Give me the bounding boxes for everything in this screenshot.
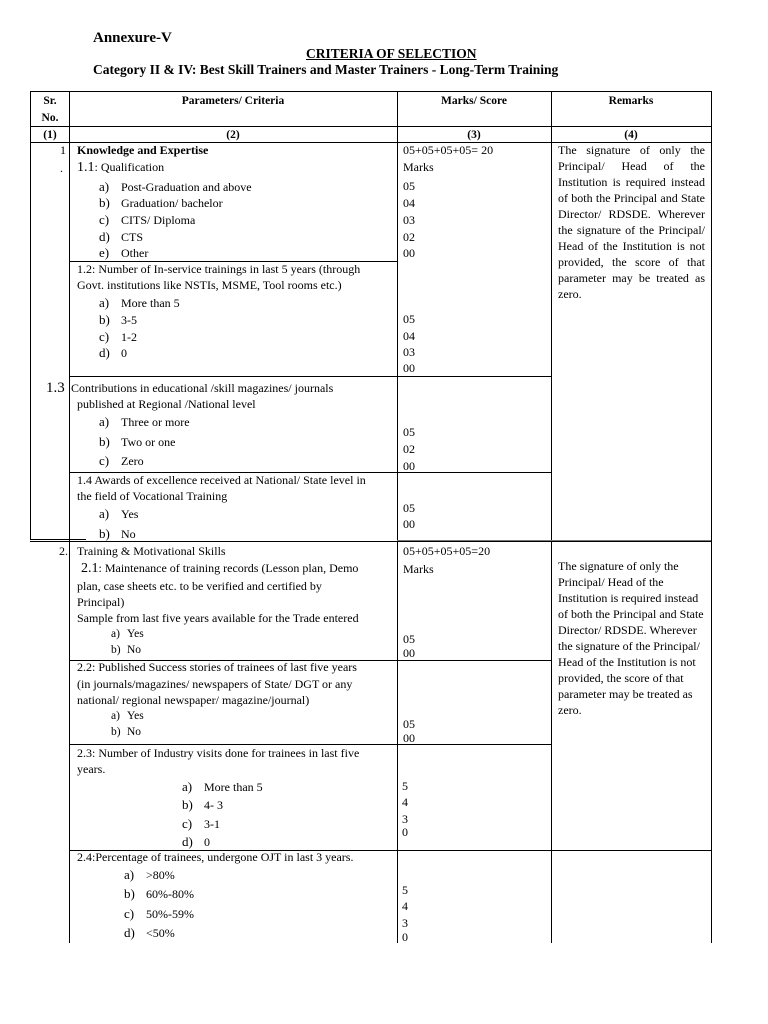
list-item: b) No (111, 726, 142, 738)
table-top-border (30, 91, 712, 92)
col1-divider (69, 91, 70, 943)
q21-line4: Sample from last five years available for the Trade entered (77, 611, 359, 625)
score-value: 00 (403, 646, 415, 660)
q21-line3: Principal) (77, 595, 125, 609)
list-item: b) No (99, 526, 136, 541)
score-value: 05 (403, 717, 415, 731)
list-item: c) 50%-59% (124, 906, 194, 921)
score-value: 5 (402, 779, 408, 793)
q11-heading: 1.1: Qualification (77, 160, 165, 175)
col3-divider (551, 91, 552, 943)
q22-line2: (in journals/magazines/ newspapers of State/ DGT or any (77, 677, 353, 691)
score-value: 02 (403, 442, 415, 456)
colnum-3: (3) (467, 129, 481, 141)
colnum-4: (4) (624, 129, 638, 141)
row-divider (69, 376, 551, 377)
section-1-title: Knowledge and Expertise (77, 143, 209, 157)
q14-line2: the field of Vocational Training (77, 489, 228, 503)
list-item: c) 3-1 (182, 816, 220, 831)
list-item: a) Yes (111, 628, 144, 640)
header-marks: Marks/ Score (441, 95, 507, 107)
q14-line1: 1.4 Awards of excellence received at National/ State level in (77, 473, 366, 487)
list-item: a) Post-Graduation and above (99, 179, 252, 194)
q21-line2: plan, case sheets etc. to be verified and certified by (77, 579, 322, 593)
list-item: e) Other (99, 245, 149, 260)
score-value: 05 (403, 312, 415, 326)
section-1-total: 05+05+05+05= 20 (403, 143, 494, 157)
annexure-label: Annexure-V (93, 30, 172, 46)
row-divider (70, 539, 86, 540)
score-value: 04 (403, 329, 415, 343)
list-item: a) Yes (111, 710, 144, 722)
list-item: c) 1-2 (99, 329, 137, 344)
q22-line3: national/ regional newspaper/ magazine/journal) (77, 693, 310, 707)
header-remarks: Remarks (608, 95, 654, 107)
score-value: 00 (403, 361, 415, 375)
document-title: CRITERIA OF SELECTION (306, 46, 477, 61)
section-1-number: 1 (60, 143, 66, 157)
score-value: 00 (403, 459, 415, 473)
list-item: d) <50% (124, 925, 175, 940)
header-sr-no: No. (41, 112, 59, 124)
score-value: 03 (403, 345, 415, 359)
document-subtitle: Category II & IV: Best Skill Trainers and Master Trainers - Long-Term Training (93, 62, 559, 77)
col2-divider (397, 91, 398, 943)
score-value: 00 (403, 731, 415, 745)
list-item: a) More than 5 (99, 295, 180, 310)
q24-line1: 2.4:Percentage of trainees, undergone OJT in last 3 years. (77, 850, 354, 864)
q12-line1: 1.2: Number of In-service trainings in last 5 years (through (77, 262, 361, 276)
list-item: d) 0 (99, 345, 127, 360)
section-1-dot: . (60, 161, 63, 175)
list-item: a) Three or more (99, 414, 190, 429)
section-1-marks-word: Marks (403, 160, 434, 174)
header-parameters: Parameters/ Criteria (181, 95, 285, 107)
q13-line2: published at Regional /National level (77, 397, 256, 411)
list-item: b) 3-5 (99, 312, 137, 327)
colnum-1: (1) (43, 129, 57, 141)
score-value: 05 (403, 501, 415, 515)
list-item: b) Two or one (99, 434, 176, 449)
section-1-remark: The signature of only the Principal/ Head of the Institution is required instead of both the Principal and State Director/ RDSDE. Wherever the signature of the Principal/ Head of the Institution is not provided, the score of that parameter may be treated as zero. (558, 143, 705, 301)
section-2-title: Training & Motivational Skills (77, 544, 226, 558)
score-value: 5 (402, 883, 408, 897)
section-2-remark: The signature of only the Principal/ Head of the Institution is required instead of both the Principal and State Director/ RDSDE. Wherever the signature of the Principal/ Head of the Institution is not provided, the score of that parameter may be treated as zero. (558, 559, 704, 717)
section-2-total: 05+05+05+05=20 (403, 544, 491, 558)
list-item: c) CITS/ Diploma (99, 212, 196, 227)
row-divider (30, 539, 70, 540)
score-value: 0 (402, 825, 408, 839)
q13-line1: Contributions in educational /skill magazines/ journals (71, 381, 334, 395)
q13-number: 1.3 (46, 380, 65, 396)
list-item: b) 4- 3 (182, 797, 223, 812)
score-value: 4 (402, 899, 408, 913)
list-item: d) CTS (99, 229, 144, 244)
score-value: 02 (403, 230, 415, 244)
score-value: 0 (402, 930, 408, 944)
score-value: 04 (403, 196, 415, 210)
list-item: c) Zero (99, 453, 144, 468)
q12-line2: Govt. institutions like NSTIs, MSME, Tool rooms etc.) (77, 278, 342, 292)
header-sr: Sr. (43, 95, 57, 107)
score-value: 03 (403, 213, 415, 227)
table-left-border (30, 91, 31, 539)
section-2-number: 2. (59, 544, 68, 558)
list-item: b) 60%-80% (124, 886, 194, 901)
list-item: b) Graduation/ bachelor (99, 195, 223, 210)
score-value: 00 (403, 517, 415, 531)
section-2-marks-word: Marks (403, 562, 434, 576)
q23-line1: 2.3: Number of Industry visits done for trainees in last five (77, 746, 360, 760)
score-value: 00 (403, 246, 415, 260)
score-value: 05 (403, 425, 415, 439)
score-value: 05 (403, 179, 415, 193)
q22-line1: 2.2: Published Success stories of trainees of last five years (77, 660, 357, 674)
table-right-border (711, 91, 712, 943)
list-item: a) >80% (124, 867, 175, 882)
colnum-2: (2) (226, 129, 240, 141)
q23-line2: years. (77, 762, 106, 776)
q21-line1: 2.1: Maintenance of training records (Lesson plan, Demo (81, 561, 359, 576)
list-item: a) Yes (99, 506, 139, 521)
score-value: 4 (402, 795, 408, 809)
score-value: 3 (402, 812, 408, 826)
score-value: 05 (403, 632, 415, 646)
list-item: b) No (111, 644, 142, 656)
list-item: d) 0 (182, 834, 210, 849)
list-item: a) More than 5 (182, 779, 263, 794)
score-value: 3 (402, 916, 408, 930)
